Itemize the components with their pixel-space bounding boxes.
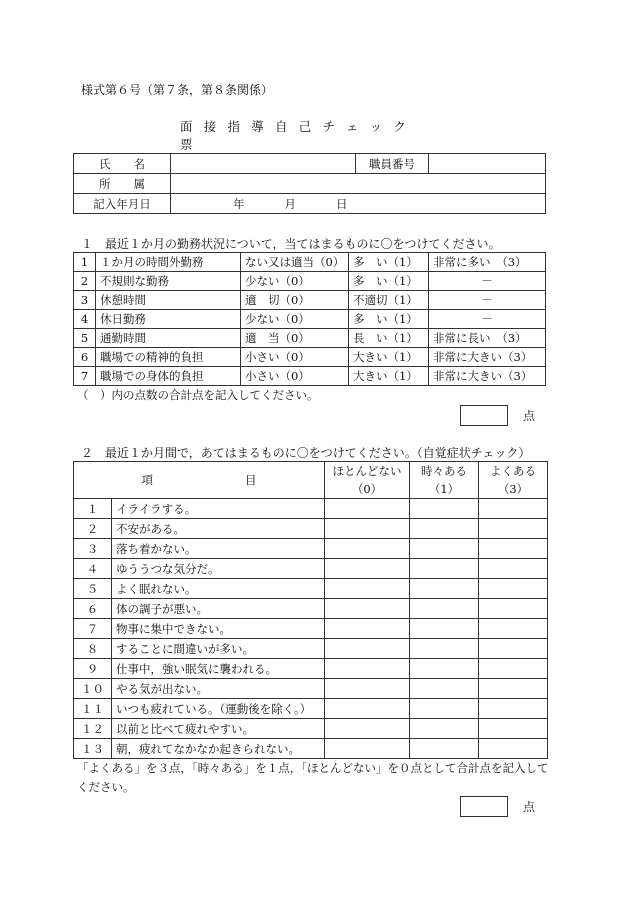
row-item: 職場での身体的負担 bbox=[96, 367, 241, 386]
option-c[interactable]: 非常に長い （3） bbox=[429, 329, 546, 348]
header-item: 項 目 bbox=[74, 462, 325, 499]
table-row bbox=[74, 739, 548, 759]
row-no: １１ bbox=[74, 699, 112, 719]
row-item: 仕事中，強い眠気に襲われる。 bbox=[112, 659, 325, 679]
staff-no-label: 職員番号 bbox=[356, 154, 429, 174]
option-a[interactable]: 少ない（0） bbox=[241, 310, 349, 329]
option-a[interactable]: ない又は適当（0） bbox=[241, 253, 349, 272]
page-title: 面接指導自己チェック票 bbox=[180, 119, 418, 152]
table-row bbox=[74, 719, 548, 739]
answer-cell-none[interactable] bbox=[325, 719, 410, 739]
answer-cell-sometimes[interactable] bbox=[410, 559, 479, 579]
name-field[interactable] bbox=[171, 154, 356, 174]
option-c[interactable]: 非常に大きい（3） bbox=[429, 348, 546, 367]
col1-label: ほとんどない bbox=[332, 464, 402, 478]
row-no: 4 bbox=[74, 310, 96, 329]
option-b[interactable]: 大きい（1） bbox=[349, 367, 429, 386]
table-row bbox=[74, 699, 548, 719]
row-no: 1 bbox=[74, 253, 96, 272]
answer-cell-sometimes[interactable] bbox=[410, 619, 479, 639]
row-no: ７ bbox=[74, 619, 112, 639]
option-b[interactable]: 長 い（1） bbox=[349, 329, 429, 348]
answer-cell-none[interactable] bbox=[325, 539, 410, 559]
table-row bbox=[74, 519, 548, 539]
answer-cell-none[interactable] bbox=[325, 619, 410, 639]
answer-cell-often[interactable] bbox=[479, 659, 548, 679]
dept-label: 所 属 bbox=[74, 174, 171, 194]
answer-cell-often[interactable] bbox=[479, 719, 548, 739]
section1-title: １ 最近１か月の勤務状況について，当てはまるものに〇をつけてください。 bbox=[81, 237, 501, 251]
table-row bbox=[74, 599, 548, 619]
row-item: 不規則な勤務 bbox=[96, 272, 241, 291]
row-item: 以前と比べて疲れやすい。 bbox=[112, 719, 325, 739]
table-row bbox=[74, 619, 548, 639]
section2-points-label: 点 bbox=[523, 800, 536, 814]
table-row bbox=[74, 253, 546, 272]
answer-cell-often[interactable] bbox=[479, 499, 548, 519]
answer-cell-often[interactable] bbox=[479, 599, 548, 619]
row-item: 休憩時間 bbox=[96, 291, 241, 310]
row-no: 6 bbox=[74, 348, 96, 367]
section2-title: ２ 最近１か月間で，あてはまるものに〇をつけてください。（自覚症状チェック） bbox=[81, 446, 531, 460]
answer-cell-sometimes[interactable] bbox=[410, 539, 479, 559]
answer-cell-sometimes[interactable] bbox=[410, 679, 479, 699]
header-col1 bbox=[325, 462, 410, 499]
row-no: １ bbox=[74, 499, 112, 519]
date-label: 記入年月日 bbox=[74, 194, 171, 214]
day-label: 日 bbox=[336, 196, 348, 211]
row-no: ４ bbox=[74, 559, 112, 579]
month-label: 月 bbox=[284, 196, 296, 211]
section1-note: （ ）内の点数の合計点を記入してください。 bbox=[77, 388, 319, 402]
answer-cell-none[interactable] bbox=[325, 499, 410, 519]
table-row bbox=[74, 272, 546, 291]
answer-cell-none[interactable] bbox=[325, 559, 410, 579]
row-no: ２ bbox=[74, 519, 112, 539]
section1-points-label: 点 bbox=[523, 409, 536, 423]
answer-cell-none[interactable] bbox=[325, 579, 410, 599]
row-no: １２ bbox=[74, 719, 112, 739]
row-item: 職場での精神的負担 bbox=[96, 348, 241, 367]
table-row bbox=[74, 539, 548, 559]
row-item: ゆううつな気分だ。 bbox=[112, 559, 325, 579]
row-item: いつも疲れている。（運動後を除く。） bbox=[112, 699, 325, 719]
table-row bbox=[74, 499, 548, 519]
option-b[interactable]: 多 い（1） bbox=[349, 253, 429, 272]
answer-cell-often[interactable] bbox=[479, 619, 548, 639]
answer-cell-none[interactable] bbox=[325, 679, 410, 699]
table-row bbox=[74, 559, 548, 579]
row-item: １か月の時間外勤務 bbox=[96, 253, 241, 272]
col1-score: （0） bbox=[351, 482, 383, 496]
option-b[interactable]: 多 い（1） bbox=[349, 310, 429, 329]
section2-note: 「よくある」を３点，「時々ある」を１点，「ほとんどない」を０点として合計点を記入してください。 bbox=[77, 761, 549, 794]
answer-cell-often[interactable] bbox=[479, 699, 548, 719]
answer-cell-sometimes[interactable] bbox=[410, 719, 479, 739]
row-no: 7 bbox=[74, 367, 96, 386]
header-col3 bbox=[479, 462, 548, 499]
answer-cell-often[interactable] bbox=[479, 639, 548, 659]
table-row bbox=[74, 310, 546, 329]
answer-cell-sometimes[interactable] bbox=[410, 519, 479, 539]
answer-cell-sometimes[interactable] bbox=[410, 639, 479, 659]
row-item: することに間違いが多い。 bbox=[112, 639, 325, 659]
symptom-table bbox=[73, 461, 548, 759]
date-field[interactable] bbox=[171, 194, 546, 214]
row-item: 落ち着かない。 bbox=[112, 539, 325, 559]
option-b[interactable]: 大きい（1） bbox=[349, 348, 429, 367]
answer-cell-none[interactable] bbox=[325, 639, 410, 659]
option-c: － bbox=[429, 291, 546, 310]
option-a[interactable]: 少ない（0） bbox=[241, 272, 349, 291]
year-label: 年 bbox=[233, 196, 245, 211]
row-no: 5 bbox=[74, 329, 96, 348]
row-item: 不安がある。 bbox=[112, 519, 325, 539]
row-item: 休日勤務 bbox=[96, 310, 241, 329]
col3-score: （3） bbox=[497, 482, 529, 496]
info-table bbox=[73, 153, 546, 214]
answer-cell-none[interactable] bbox=[325, 739, 410, 759]
table-row bbox=[74, 367, 546, 386]
answer-cell-sometimes[interactable] bbox=[410, 579, 479, 599]
answer-cell-sometimes[interactable] bbox=[410, 659, 479, 679]
work-status-table bbox=[73, 252, 546, 386]
row-item: 通勤時間 bbox=[96, 329, 241, 348]
option-a[interactable]: 小さい（0） bbox=[241, 348, 349, 367]
answer-cell-sometimes[interactable] bbox=[410, 499, 479, 519]
row-no: ５ bbox=[74, 579, 112, 599]
row-item: よく眠れない。 bbox=[112, 579, 325, 599]
row-item: 朝，疲れてなかなか起きられない。 bbox=[112, 739, 325, 759]
table-row bbox=[74, 348, 546, 367]
table-row bbox=[74, 679, 548, 699]
answer-cell-often[interactable] bbox=[479, 579, 548, 599]
row-no: ６ bbox=[74, 599, 112, 619]
name-label: 氏 名 bbox=[74, 154, 171, 174]
answer-cell-none[interactable] bbox=[325, 519, 410, 539]
answer-cell-often[interactable] bbox=[479, 679, 548, 699]
option-a[interactable]: 適 当（0） bbox=[241, 329, 349, 348]
row-no: ９ bbox=[74, 659, 112, 679]
row-no: 2 bbox=[74, 272, 96, 291]
answer-cell-none[interactable] bbox=[325, 699, 410, 719]
answer-cell-sometimes[interactable] bbox=[410, 739, 479, 759]
section1-total-box[interactable] bbox=[460, 405, 508, 426]
row-no: ８ bbox=[74, 639, 112, 659]
option-b[interactable]: 多 い（1） bbox=[349, 272, 429, 291]
form-id: 様式第６号（第７条，第８条関係） bbox=[81, 83, 274, 97]
answer-cell-none[interactable] bbox=[325, 659, 410, 679]
staff-no-field[interactable] bbox=[429, 154, 546, 174]
option-c[interactable]: 非常に多い （3） bbox=[429, 253, 546, 272]
table-row bbox=[74, 639, 548, 659]
row-item: 体の調子が悪い。 bbox=[112, 599, 325, 619]
option-a[interactable]: 小さい（0） bbox=[241, 367, 349, 386]
col3-label: よくある bbox=[490, 464, 536, 478]
row-item: やる気が出ない。 bbox=[112, 679, 325, 699]
col2-score: （1） bbox=[428, 482, 460, 496]
section2-total-box[interactable] bbox=[460, 796, 508, 817]
dept-field[interactable] bbox=[171, 174, 546, 194]
option-b[interactable]: 不適切（1） bbox=[349, 291, 429, 310]
row-no: １０ bbox=[74, 679, 112, 699]
answer-cell-often[interactable] bbox=[479, 559, 548, 579]
row-item: イライラする。 bbox=[112, 499, 325, 519]
answer-cell-sometimes[interactable] bbox=[410, 599, 479, 619]
col2-label: 時々ある bbox=[421, 464, 467, 478]
table-row bbox=[74, 291, 546, 310]
answer-cell-often[interactable] bbox=[479, 519, 548, 539]
table-row bbox=[74, 329, 546, 348]
table-row bbox=[74, 579, 548, 599]
option-c[interactable]: 非常に大きい（3） bbox=[429, 367, 546, 386]
option-a[interactable]: 適 切（0） bbox=[241, 291, 349, 310]
header-col2 bbox=[410, 462, 479, 499]
answer-cell-often[interactable] bbox=[479, 539, 548, 559]
option-c: － bbox=[429, 272, 546, 291]
option-c: － bbox=[429, 310, 546, 329]
row-item: 物事に集中できない。 bbox=[112, 619, 325, 639]
row-no: 3 bbox=[74, 291, 96, 310]
answer-cell-sometimes[interactable] bbox=[410, 699, 479, 719]
answer-cell-none[interactable] bbox=[325, 599, 410, 619]
table-row bbox=[74, 659, 548, 679]
answer-cell-often[interactable] bbox=[479, 739, 548, 759]
row-no: １３ bbox=[74, 739, 112, 759]
row-no: ３ bbox=[74, 539, 112, 559]
